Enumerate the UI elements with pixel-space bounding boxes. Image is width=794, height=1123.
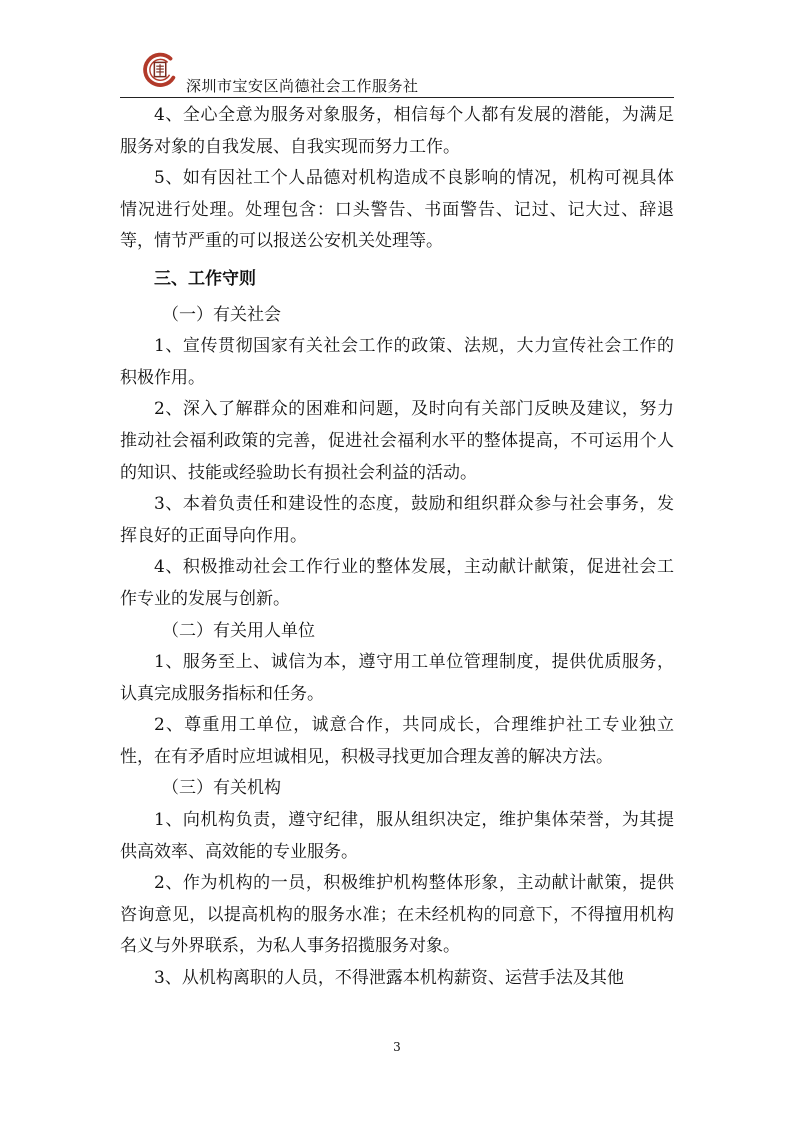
organization-item-2: 2、作为机构的一员，积极维护机构整体形象，主动献计献策，提供咨询意见，以提高机构的服务水准；在未经机构的同意下，不得擅用机构名义与外界联系，为私人事务招揽服务对象。 [120, 873, 674, 957]
society-item-3: 3、本着负责任和建设性的态度，鼓励和组织群众参与社会事务，发挥良好的正面导向作用。 [120, 494, 674, 546]
section-heading: 三、工作守则 [154, 268, 256, 289]
society-item-2: 2、深入了解群众的困难和问题，及时向有关部门反映及建议，努力推动社会福利政策的完善，促进社会福利水平的整体提高，不可运用个人的知识、技能或经验助长有损社会利益的活动。 [120, 399, 674, 483]
society-item-1: 1、宣传贯彻国家有关社会工作的政策、法规，大力宣传社会工作的积极作用。 [120, 336, 674, 388]
subsection-heading-employer: （二）有关用人单位 [162, 620, 315, 641]
page-number: 3 [393, 1040, 401, 1054]
society-item-4: 4、积极推动社会工作行业的整体发展，主动献计献策，促进社会工作专业的发展与创新。 [120, 557, 674, 609]
organization-item-3: 3、从机构离职的人员，不得泄露本机构薪资、运营手法及其他 [154, 968, 624, 989]
page-header [120, 48, 674, 98]
employer-item-2: 2、尊重用工单位，诚意合作，共同成长，合理维护社工专业独立性，在有矛盾时应坦诚相见，积极寻找更加合理友善的解决方法。 [120, 715, 674, 767]
header-divider [120, 97, 674, 98]
document-body [120, 100, 674, 995]
organization-item-1: 1、向机构负责，遵守纪律，服从组织决定，维护集体荣誉，为其提供高效率、高效能的专业服务。 [120, 810, 674, 862]
paragraph-continued-4: 4、全心全意为服务对象服务，相信每个人都有发展的潜能，为满足服务对象的自我发展、自我实现而努力工作。 [120, 105, 674, 157]
organization-name: 深圳市宝安区尚德社会工作服务社 [186, 77, 419, 95]
subsection-heading-organization: （三）有关机构 [162, 778, 281, 799]
employer-item-1: 1、服务至上、诚信为本，遵守用工单位管理制度，提供优质服务，认真完成服务指标和任务。 [120, 652, 674, 704]
organization-logo-icon [142, 51, 180, 89]
subsection-heading-society: （一）有关社会 [162, 304, 281, 325]
paragraph-continued-5: 5、如有因社工个人品德对机构造成不良影响的情况，机构可视具体情况进行处理。处理包含：口头警告、书面警告、记过、记大过、辞退等，情节严重的可以报送公安机关处理等。 [120, 168, 674, 252]
